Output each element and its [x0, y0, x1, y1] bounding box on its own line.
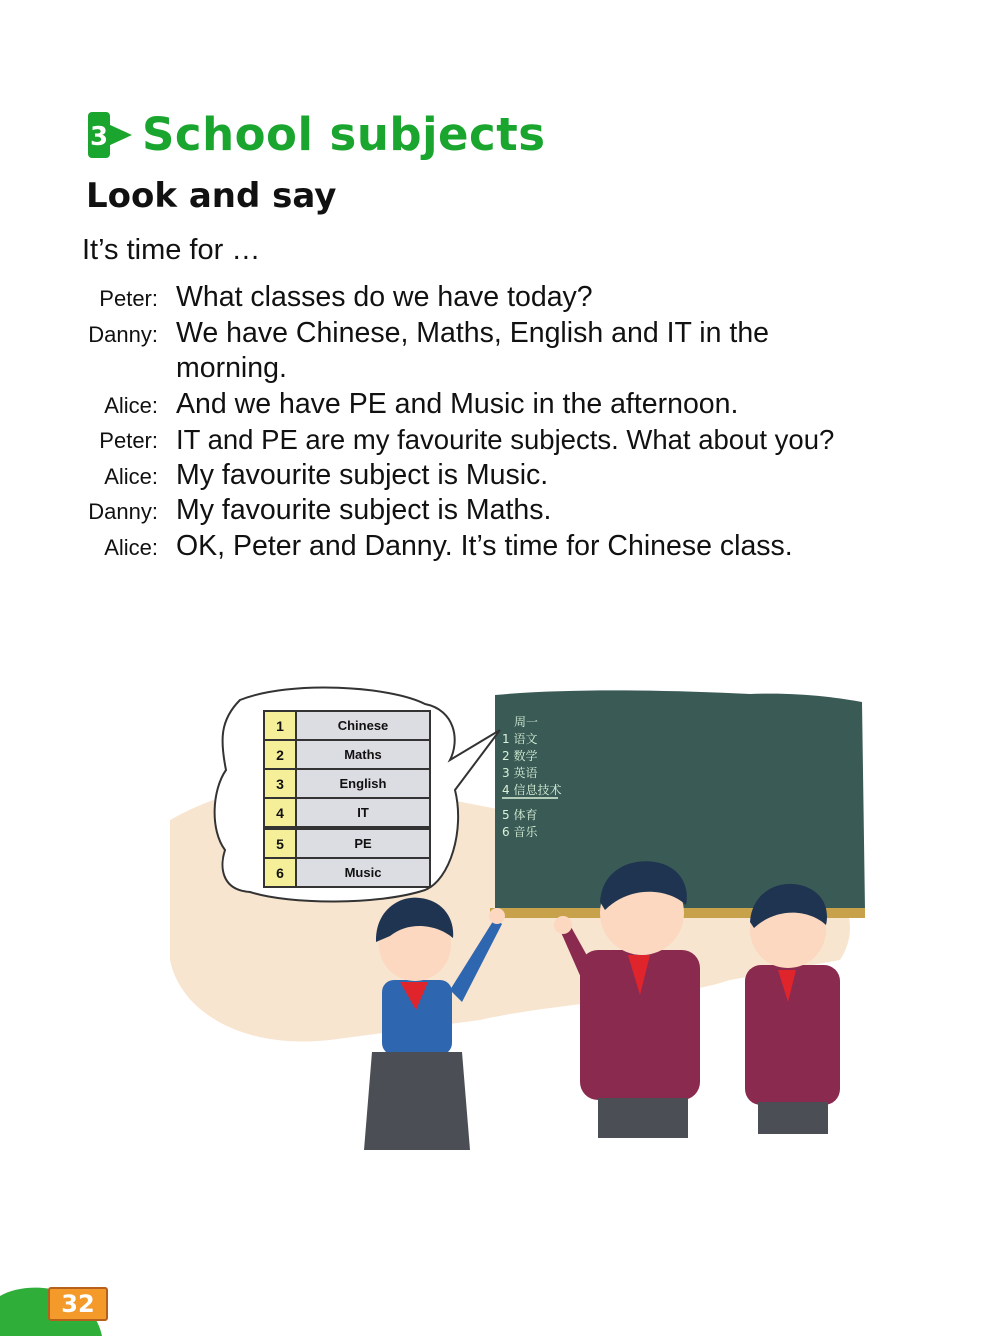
table-row — [264, 711, 430, 740]
blackboard-line: 1 语文 — [502, 732, 538, 746]
page-number: 32 — [48, 1287, 108, 1321]
blackboard-line: 2 数学 — [502, 749, 538, 763]
timetable — [263, 710, 431, 888]
unit-title: School subjects — [142, 108, 546, 161]
subject-cell: Chinese — [296, 711, 430, 740]
period-number: 1 — [264, 711, 296, 740]
speech-text: My favourite subject is Maths. — [176, 494, 552, 526]
blackboard-text — [502, 714, 612, 841]
period-number: 4 — [264, 798, 296, 828]
subject-cell: English — [296, 769, 430, 798]
speaker-name: Alice: — [104, 534, 158, 560]
speaker-name: Peter: — [99, 428, 158, 453]
dialogue-line — [70, 316, 970, 387]
speaker-name: Alice: — [104, 392, 158, 418]
speech-text: IT and PE are my favourite subjects. What about you? — [176, 424, 835, 455]
table-row — [264, 798, 430, 828]
blackboard-day: 周一 — [514, 715, 539, 729]
dialogue-line — [70, 529, 970, 565]
blackboard-line: 4 信息技术 — [502, 783, 562, 797]
speaker-name: Alice: — [104, 463, 158, 489]
dialogue-line — [70, 280, 970, 316]
dialogue-line — [70, 458, 970, 494]
period-number: 3 — [264, 769, 296, 798]
speech-text: We have Chinese, Maths, English and IT in the morning. — [176, 316, 770, 384]
subject-cell: PE — [296, 828, 430, 858]
period-number: 5 — [264, 828, 296, 858]
dialogue-line — [70, 422, 970, 458]
period-number: 2 — [264, 740, 296, 769]
intro-text: It’s time for … — [82, 234, 261, 266]
speech-text: What classes do we have today? — [176, 281, 593, 313]
speaker-name: Danny: — [88, 321, 158, 347]
subject-cell: Music — [296, 858, 430, 887]
speech-text: And we have PE and Music in the afternoon. — [176, 387, 739, 420]
section-title: Look and say — [86, 176, 337, 216]
table-row — [264, 828, 430, 858]
period-number: 6 — [264, 858, 296, 887]
blackboard-line: 6 音乐 — [502, 825, 538, 839]
speaker-name: Danny: — [88, 499, 158, 524]
blackboard-line: 3 英语 — [502, 766, 538, 780]
subject-cell: IT — [296, 798, 430, 828]
boy-character-icon — [745, 884, 840, 1134]
dialogue-line — [70, 493, 970, 529]
table-row — [264, 769, 430, 798]
subject-cell: Maths — [296, 740, 430, 769]
dialogue-line — [70, 387, 970, 423]
unit-number: 3 — [89, 122, 109, 152]
table-row — [264, 740, 430, 769]
speech-text: OK, Peter and Danny. It’s time for Chinese class. — [176, 529, 793, 562]
speaker-name: Peter: — [99, 286, 158, 311]
dialogue — [70, 280, 970, 564]
unit-number-arrow-icon — [86, 110, 136, 160]
speech-text: My favourite subject is Music. — [176, 458, 549, 491]
table-row — [264, 858, 430, 887]
blackboard-line: 5 体育 — [502, 808, 538, 822]
